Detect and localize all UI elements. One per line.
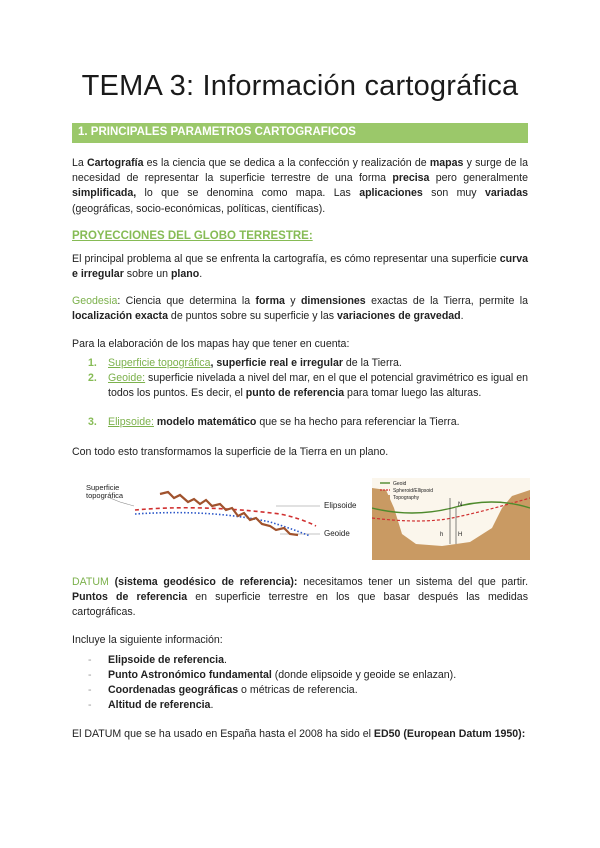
label-topo-2: topográfica	[86, 491, 124, 500]
text: exactas de la Tierra, permite la	[365, 295, 528, 307]
bold-text: modelo matemático	[153, 416, 257, 428]
text: : Ciencia que determina la	[117, 295, 256, 307]
text: (donde elipsoide y geoide se enlazan).	[271, 669, 457, 681]
datum-paragraph	[72, 575, 528, 621]
term-label: DATUM	[72, 576, 109, 588]
label-geoid: Geoide	[324, 529, 350, 538]
text: .	[460, 310, 464, 323]
geodesia-paragraph	[72, 294, 528, 324]
subsection-heading: PROYECCIONES DEL GLOBO TERRESTRE:	[72, 230, 313, 242]
bold-text: precisa	[392, 172, 430, 185]
text: de puntos sobre su superficie y las	[167, 310, 337, 323]
bold-text: variadas	[484, 187, 528, 200]
final-paragraph	[72, 727, 528, 742]
list-number: 2.	[88, 372, 97, 384]
incluye-paragraph: Incluye la siguiente información:	[72, 634, 223, 646]
bold-text: mapas	[429, 157, 464, 169]
bold-text: plano	[170, 268, 200, 281]
bold-text: (European Datum 1950):	[400, 728, 526, 740]
page-title: TEMA 3: Información cartográfica	[81, 70, 519, 102]
list-item	[88, 668, 456, 683]
text: en superficie terrestre en los que basar después las medidas cartográficas.	[72, 591, 528, 619]
contodo-paragraph: Con todo esto transformamos la superficie de la Tierra en un plano.	[72, 446, 389, 458]
bold-text: curva e irregular	[72, 253, 528, 281]
list-item	[88, 371, 528, 401]
section-heading: 1. PRINCIPALES PARAMETROS CARTOGRAFICOS	[78, 126, 356, 138]
text: de la Tierra.	[342, 357, 402, 369]
intro-paragraph	[72, 156, 528, 217]
text: (geográficas, socio-económicas, políticas, científicas).	[72, 202, 326, 215]
bullet: -	[88, 669, 92, 681]
text: y	[284, 295, 301, 307]
bold-text: Punto Astronómico fundamental	[108, 669, 272, 681]
bold-text: Altitud de referencia	[108, 699, 211, 711]
bullet: -	[88, 699, 92, 711]
bold-text: punto de referencia	[245, 387, 345, 400]
label-h: h	[440, 532, 444, 538]
bullet: -	[88, 654, 92, 666]
bold-text: aplicaciones	[359, 187, 423, 200]
bullet: -	[88, 684, 92, 696]
bold-text: ED50	[373, 728, 401, 740]
text: o métricas de referencia.	[238, 684, 358, 696]
text: que se ha hecho para referenciar la Tierra.	[256, 416, 460, 428]
text: .	[210, 699, 214, 711]
bold-text: variaciones de gravedad	[337, 310, 461, 323]
bold-text: (sistema geodésico de referencia):	[108, 576, 298, 588]
text: para tomar luego las alturas.	[344, 387, 482, 400]
text: El principal problema al que se enfrenta la cartografía, es cómo representar una superficie	[72, 253, 500, 265]
list-item	[88, 698, 213, 713]
list-item	[88, 683, 358, 698]
bold-text: localización exacta	[72, 310, 168, 323]
elaboracion-paragraph: Para la elaboración de los mapas hay que tener en cuenta:	[72, 338, 350, 350]
term-link[interactable]: Elipsoide:	[108, 416, 154, 428]
text: es la ciencia que se dedica a la confección y realización de	[143, 157, 430, 169]
text: sobre un	[123, 268, 171, 281]
bold-text: forma	[255, 295, 285, 307]
text: .	[224, 654, 227, 666]
term-link[interactable]: Geoide:	[108, 372, 146, 384]
list-item	[88, 415, 528, 430]
projection-diagram	[80, 476, 360, 548]
bold-text: simplificada,	[72, 187, 137, 200]
text: La	[72, 157, 87, 169]
geoid-curve	[135, 513, 310, 536]
text: y surge de la necesidad de representar la superficie terrestre de una forma	[72, 157, 528, 185]
problem-paragraph	[72, 252, 528, 282]
label-topo-1: Superficie	[86, 483, 120, 492]
list-number: 1.	[88, 357, 97, 369]
bold-text: Cartografía	[86, 157, 144, 169]
legend-geoid: Geoid	[393, 481, 407, 487]
text: El DATUM que se ha usado en España hasta el 2008 ha sido el	[72, 728, 374, 740]
label-H: H	[458, 532, 463, 538]
legend-topography-swatch	[380, 495, 390, 499]
bold-text: Coordenadas geográficas	[108, 684, 239, 696]
bold-text: , superficie real e irregular	[210, 357, 343, 369]
legend-ellipsoid: Spheroid/Ellipsoid	[393, 488, 434, 494]
text: .	[199, 268, 203, 281]
list-item	[88, 653, 227, 668]
bold-text: Puntos de referencia	[72, 591, 188, 604]
term-label: Geodesia	[72, 295, 118, 307]
text: superficie nivelada a nivel del mar, en el que el potencial gravimétrico es igual en todos los puntos. Es decir, el	[108, 372, 528, 400]
list-item	[88, 356, 528, 371]
term-link[interactable]: Superficie topográfica	[108, 357, 211, 369]
section-heading-bar	[72, 123, 528, 143]
text: pero generalmente	[429, 172, 528, 185]
bold-text: dimensiones	[300, 295, 366, 307]
list-number: 3.	[88, 416, 97, 428]
text: necesitamos tener un sistema del que partir.	[297, 576, 529, 588]
text: son muy	[422, 187, 485, 200]
bold-text: Elipsoide de referencia	[108, 654, 224, 666]
geoid-section-diagram	[372, 478, 530, 560]
label-N: N	[458, 502, 463, 508]
text: lo que se denomina como mapa. Las	[136, 187, 360, 200]
legend-topography: Topography	[393, 495, 420, 501]
label-ellipsoid: Elipsoide	[324, 501, 357, 510]
